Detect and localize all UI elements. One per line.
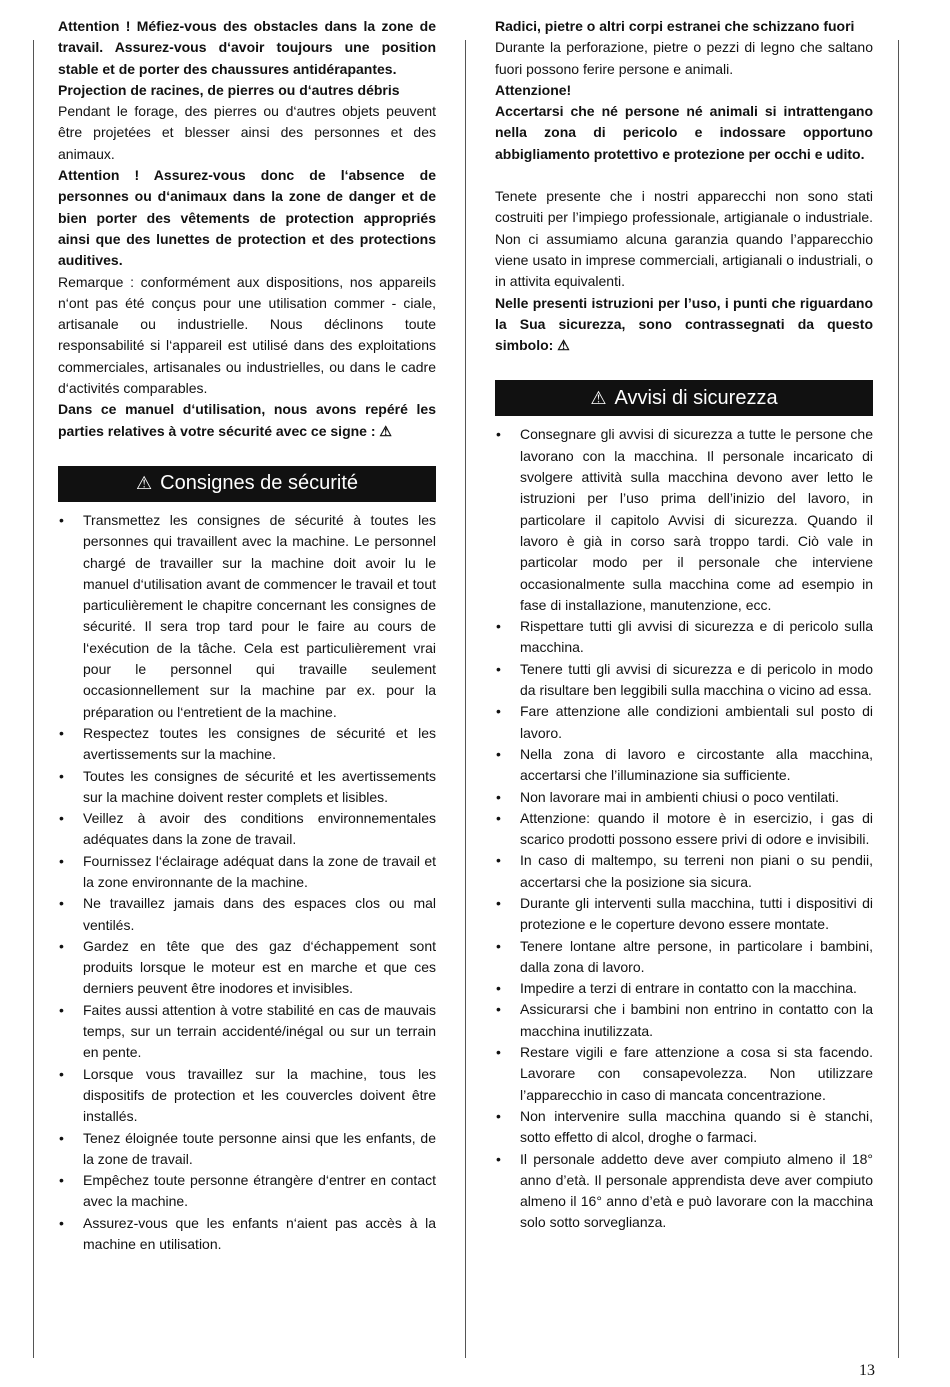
bullet-icon: •: [496, 852, 501, 869]
list-item-text: Transmettez les consignes de sécurité à toutes les personnes qui travaillent avec la machine. Le personnel chargé de travailler sur la machine doit avoir lu le manuel d‘utilisation avant de commencer le travail et tout particulièrement le chapitre concernant les consignes de sécurité. Il sera trop tard pour le faire au cours de l‘exécution de la tâche. Cela est particulièrement vrai pour le personnel qui travaille seulement occasionnellement sur la machine par ex. pour la préparation ou l‘entretient de la machine.: [83, 511, 436, 720]
bullet-icon: •: [496, 1150, 501, 1167]
bullet-icon: •: [496, 1001, 501, 1018]
bullet-icon: •: [59, 511, 64, 528]
italian-safety-heading: Avvisi di sicurezza: [614, 386, 778, 409]
list-item-text: Non lavorare mai in ambienti chiusi o poco ventilati.: [520, 788, 840, 805]
bullet-icon: •: [496, 1107, 501, 1124]
list-item-text: Nella zona di lavoro e circostante alla macchina, accertarsi che l’illuminazione sia sufficiente.: [520, 745, 873, 784]
bullet-icon: •: [59, 1214, 64, 1231]
bullet-icon: •: [59, 1129, 64, 1146]
bold-paragraph: Projection de racines, de pierres ou d‘autres débris: [58, 81, 400, 98]
list-item: [58, 1000, 436, 1064]
list-item: [58, 510, 436, 723]
list-item-text: Toutes les consignes de sécurité et les avertissements sur la machine doivent rester complets et lisibles.: [83, 767, 436, 805]
bullet-icon: •: [59, 1001, 64, 1018]
list-item-text: Tenez éloignée toute personne ainsi que les enfants, de la zone de travail.: [83, 1129, 436, 1167]
paragraph: Tenete presente che i nostri apparecchi non sono stati costruiti per l’impiego professionale, artigianale o industriale. Non ci assumiamo alcuna garanzia quando l’apparecchio viene usato in imprese commerciali, artigianali o industriali, o in attivita equivalenti.: [495, 188, 873, 290]
italian-safety-list: [495, 424, 873, 1233]
list-item: [495, 1042, 873, 1106]
list-item: [495, 424, 873, 616]
list-item: [58, 1128, 436, 1171]
warning-icon: ⚠: [135, 473, 153, 494]
bullet-icon: •: [59, 767, 64, 784]
bullet-icon: •: [59, 1172, 64, 1189]
list-item: [495, 744, 873, 787]
list-item: [495, 808, 873, 851]
bullet-icon: •: [496, 660, 501, 677]
bullet-icon: •: [59, 724, 64, 741]
list-item: [495, 850, 873, 893]
page-number: 13: [859, 1362, 875, 1379]
bullet-icon: •: [496, 788, 501, 805]
list-item: [495, 616, 873, 659]
list-item-text: Fournissez l‘éclairage adéquat dans la zone de travail et la zone environnante de la machine.: [83, 852, 436, 890]
list-item-text: Tenere lontane altre persone, in particolare i bambini, dalla zona di lavoro.: [520, 937, 873, 975]
paragraph: Pendant le forage, des pierres ou d‘autres objets peuvent être projetées et blesser ainsi des personnes et des animaux.: [58, 103, 436, 162]
bold-paragraph: Nelle presenti istruzioni per l’uso, i punti che riguardano la Sua sicurezza, sono contrassegnati da questo simbolo: ⚠: [495, 294, 873, 354]
list-item: [58, 1170, 436, 1213]
list-item-text: Lorsque vous travaillez sur la machine, tous les dispositifs de protection et les couvercles doivent être installés.: [83, 1065, 436, 1125]
bullet-icon: •: [496, 980, 501, 997]
list-item: [495, 659, 873, 702]
bullet-icon: •: [59, 810, 64, 827]
list-item-text: Tenere tutti gli avvisi di sicurezza e di pericolo in modo da risultare ben leggibili sulla macchina o vicino ad essa.: [520, 660, 873, 699]
list-item-text: Respectez toutes les consignes de sécurité et les avertissements sur la machine.: [83, 724, 436, 763]
list-item: [495, 999, 873, 1042]
list-item: [495, 787, 873, 808]
paragraph: Remarque : conformément aux dispositions, nos appareils n‘ont pas été conçus pour une utilisation commer - ciale, artisanale ou industrielle. Nous déclinons toute responsabilité si l‘appareil est utilisé dans des exploitations commerciales, artisanales ou industrielles, ou dans le cadre d‘activités comparables.: [58, 273, 436, 397]
list-item-text: Assicurarsi che i bambini non entrino in contatto con la macchina inutilizzata.: [520, 1001, 873, 1039]
list-item-text: Fare attenzione alle condizioni ambientali sul posto di lavoro.: [520, 703, 873, 741]
bullet-icon: •: [496, 426, 501, 443]
list-item-text: Non intervenire sulla macchina quando si è stanchi, sotto effetto di alcol, droghe o farmaci.: [520, 1107, 873, 1146]
list-item-text: Attenzione: quando il motore è in esercizio, i gas di scarico prodotti possono essere privi di odore e invisibili.: [520, 809, 873, 848]
bold-paragraph: Dans ce manuel d‘utilisation, nous avons repéré les parties relatives à votre sécurité avec ce signe : ⚠: [58, 401, 436, 439]
paragraph-spacer: [495, 165, 873, 186]
right-margin-rule: [898, 40, 899, 1358]
list-item-text: Assurez-vous que les enfants n‘aient pas accès à la machine en utilisation.: [83, 1214, 436, 1253]
list-item-text: Rispettare tutti gli avvisi di sicurezza e di pericolo sulla macchina.: [520, 618, 873, 656]
list-item: [58, 936, 436, 1000]
bullet-icon: •: [496, 809, 501, 826]
bullet-icon: •: [59, 1065, 64, 1082]
list-item-text: Il personale addetto deve aver compiuto almeno il 18° anno d’età. Il personale apprendista deve aver compiuto almeno il 16° anno d’età e può lavorare con la macchina solo sotto sorveglianza.: [520, 1150, 873, 1231]
list-item: [58, 1213, 436, 1256]
bold-paragraph: Radici, pietre o altri corpi estranei che schizzano fuori: [495, 18, 855, 34]
list-item: [58, 766, 436, 809]
list-item: [495, 1106, 873, 1149]
paragraph: Durante la perforazione, pietre o pezzi di legno che saltano fuori possono ferire persone e animali.: [495, 39, 873, 77]
list-item: [495, 936, 873, 979]
bullet-icon: •: [496, 894, 501, 911]
list-item-text: Consegnare gli avvisi di sicurezza a tutte le persone che lavorano con la macchina. Il personale incaricato di svolgere attività sulla macchina devono aver letto le istruzioni per l’uso prima dell’inizio del lavoro, in particolare il capitolo Avvisi di sicurezza. Quando il lavoro è già in corso sarà troppo tardi. Ciò vale in particolar modo per il personale che interviene occasionalmente sulla macchina come ad esempio in fase di installazione, manutenzione, ecc.: [520, 426, 873, 613]
list-item-text: Faites aussi attention à votre stabilité en cas de mauvais temps, sur un terrain accidenté/inégal ou sur un terrain en pente.: [83, 1001, 436, 1061]
bold-paragraph: Attention ! Assurez-vous donc de l‘absence de personnes ou d‘animaux dans la zone de danger et de bien porter des vêtements de protection appropriés ainsi que des lunettes de protection et des protections auditives.: [58, 167, 436, 269]
list-item: [495, 978, 873, 999]
list-item: [495, 701, 873, 744]
list-item: [58, 893, 436, 936]
french-intro: [58, 16, 436, 442]
list-item-text: Empêchez toute personne étrangère d‘entrer en contact avec la machine.: [83, 1172, 436, 1210]
bullet-icon: •: [496, 937, 501, 954]
list-item-text: Ne travaillez jamais dans des espaces clos ou mal ventilés.: [83, 895, 436, 933]
french-safety-heading-bar: [58, 466, 436, 502]
bullet-icon: •: [496, 703, 501, 720]
left-margin-rule: [33, 40, 34, 1358]
bold-paragraph: Attention ! Méfiez-vous des obstacles dans la zone de travail. Assurez-vous d‘avoir toujours une position stable et de porter des chaussures antidérapantes.: [58, 18, 436, 77]
french-column: [58, 16, 436, 1255]
warning-icon: ⚠: [590, 387, 607, 408]
list-item-text: Gardez en tête que des gaz d‘échappement sont produits lorsque le moteur est en marche et que ces derniers peuvent être inodores et invisibles.: [83, 937, 436, 997]
french-safety-list: [58, 510, 436, 1255]
list-item-text: Restare vigili e fare attenzione a cosa si sta facendo. Lavorare con consapevolezza. Non utilizzare l’apparecchio in caso di mancata concentrazione.: [520, 1044, 873, 1103]
list-item: [58, 723, 436, 766]
list-item-text: Impedire a terzi di entrare in contatto con la macchina.: [520, 980, 857, 997]
french-safety-heading: Consignes de sécurité: [160, 472, 359, 495]
bullet-icon: •: [496, 745, 501, 762]
bullet-icon: •: [496, 1044, 501, 1061]
list-item: [58, 1064, 436, 1128]
list-item: [58, 808, 436, 851]
list-item: [495, 893, 873, 936]
italian-column: [495, 16, 873, 1234]
list-item-text: In caso di maltempo, su terreni non piani o su pendii, accertarsi che la posizione sia sicura.: [520, 852, 873, 890]
bold-paragraph: Attenzione!: [495, 81, 572, 98]
center-column-rule: [465, 40, 466, 1358]
bullet-icon: •: [59, 852, 64, 869]
list-item-text: Veillez à avoir des conditions environnementales adéquates dans la zone de travail.: [83, 810, 436, 848]
italian-safety-heading-bar: [495, 380, 873, 416]
bold-paragraph: Accertarsi che né persone né animali si intrattengano nella zona di pericolo e indossare opportuno abbigliamento protettivo e protezione per occhi e udito.: [495, 103, 873, 162]
bullet-icon: •: [59, 937, 64, 954]
list-item-text: Durante gli interventi sulla macchina, tutti i dispositivi di protezione e le coperture devono essere montate.: [520, 894, 873, 933]
list-item: [495, 1149, 873, 1234]
bullet-icon: •: [59, 895, 64, 912]
bullet-icon: •: [496, 618, 501, 635]
list-item: [58, 851, 436, 894]
italian-intro: [495, 16, 873, 356]
